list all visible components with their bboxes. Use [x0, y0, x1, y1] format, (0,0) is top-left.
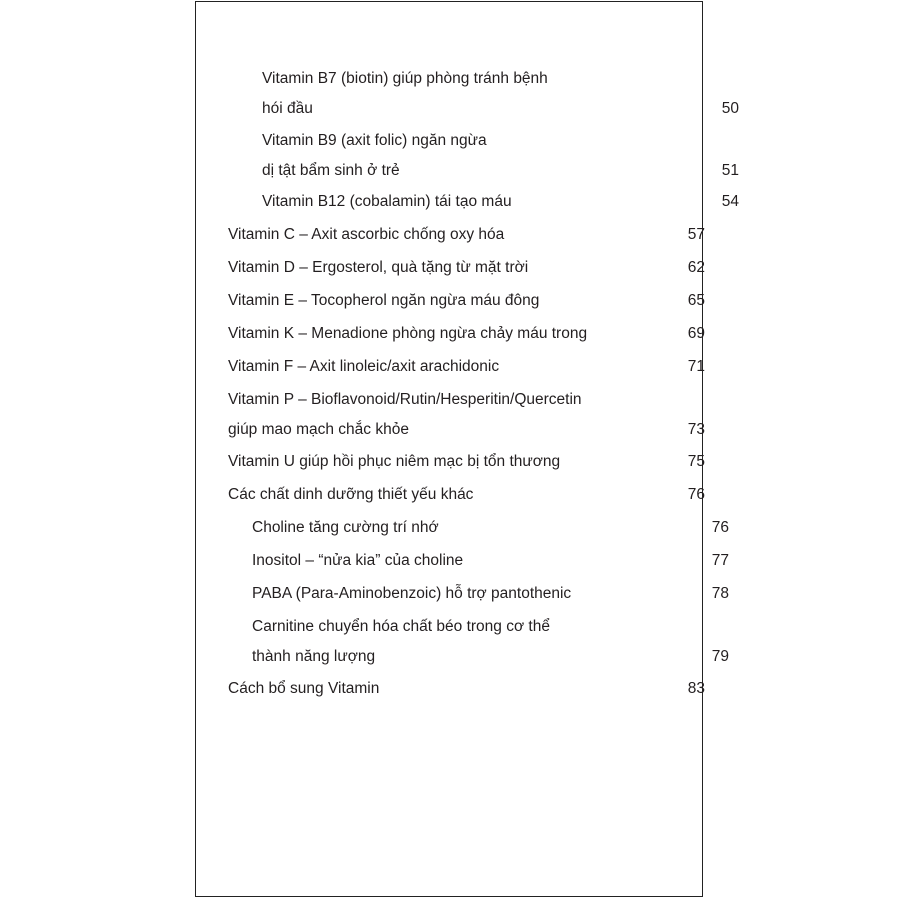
- toc-entry-vitamin-k: [196, 319, 734, 349]
- toc-entry-title-line: Vitamin B12 (cobalamin) tái tạo máu: [262, 193, 512, 210]
- toc-page-number: 76: [711, 519, 729, 536]
- toc-entry-title-line: Carnitine chuyển hóa chất béo trong cơ thể: [252, 618, 550, 635]
- toc-entry-title-line: Vitamin B7 (biotin) giúp phòng tránh bệnh: [262, 70, 548, 87]
- toc-entry-title-line: Vitamin C – Axit ascorbic chống oxy hóa: [228, 226, 505, 243]
- toc-entry-vitamin-f: [196, 352, 734, 382]
- toc-entry-choline: [196, 513, 758, 543]
- toc-page-number: 78: [711, 585, 729, 602]
- toc-page-number: 69: [687, 325, 705, 342]
- toc-entry-title-line: Vitamin P – Bioflavonoid/Rutin/Hesperitin/Quercetin: [228, 391, 582, 408]
- toc-entry-vitamin-b9: [196, 126, 768, 186]
- toc-entry-title-line: hói đầu: [262, 100, 313, 117]
- toc-page-number: 51: [721, 162, 739, 179]
- toc-page-number: 76: [687, 486, 705, 503]
- toc-page-number: 83: [687, 680, 705, 697]
- toc-entry-title-line: PABA (Para-Aminobenzoic) hỗ trợ pantothenic: [252, 585, 572, 602]
- toc-entry-vitamin-p: [196, 385, 734, 445]
- toc-page-number: 65: [687, 292, 705, 309]
- toc-page-number: 71: [687, 358, 705, 375]
- toc-entry-title-line: Vitamin U giúp hồi phục niêm mạc bị tổn thương: [228, 453, 561, 470]
- toc-entry-other-nutrients: [196, 480, 734, 510]
- toc-entry-title-line: Các chất dinh dưỡng thiết yếu khác: [228, 486, 474, 503]
- toc-page-number: 73: [687, 421, 705, 438]
- toc-entry-vitamin-u: [196, 447, 734, 477]
- toc-page-number: 79: [711, 648, 729, 665]
- toc-entry-title-line: Vitamin E – Tocopherol ngăn ngừa máu đông: [228, 292, 540, 309]
- toc-entry-title-line: thành năng lượng: [252, 648, 376, 665]
- book-page: [195, 1, 739, 897]
- toc-entry-title-line: Vitamin D – Ergosterol, quà tặng từ mặt trời: [228, 259, 529, 276]
- toc-entry-title-line: Choline tăng cường trí nhớ: [252, 519, 439, 536]
- toc-entry-vitamin-e: [196, 286, 734, 316]
- toc-entry-carnitine: [196, 612, 758, 672]
- table-of-contents: [196, 2, 739, 896]
- toc-page-number: 75: [687, 453, 705, 470]
- toc-entry-title-line: giúp mao mạch chắc khỏe: [228, 421, 409, 438]
- toc-page-number: 62: [687, 259, 705, 276]
- toc-entry-vitamin-b12: [196, 187, 768, 217]
- toc-entry-title-line: Vitamin F – Axit linoleic/axit arachidonic: [228, 358, 500, 375]
- toc-entry-vitamin-b7: [196, 64, 768, 124]
- toc-entry-vitamin-d: [196, 253, 734, 283]
- toc-entry-vitamin-c: [196, 220, 734, 250]
- toc-entry-vitamin-supplementation: [196, 674, 734, 704]
- toc-entry-title-line: Vitamin K – Menadione phòng ngừa chảy máu trong: [228, 325, 588, 342]
- toc-entry-inositol: [196, 546, 758, 576]
- toc-page-number: 57: [687, 226, 705, 243]
- toc-page-number: 54: [721, 193, 739, 210]
- toc-entry-title-line: Vitamin B9 (axit folic) ngăn ngừa: [262, 132, 487, 149]
- toc-entry-paba: [196, 579, 758, 609]
- toc-entry-title-line: dị tật bẩm sinh ở trẻ: [262, 162, 400, 179]
- toc-entry-title-line: Cách bổ sung Vitamin: [228, 680, 380, 697]
- toc-page-number: 77: [711, 552, 729, 569]
- toc-entry-title-line: Inositol – “nửa kia” của choline: [252, 552, 464, 569]
- toc-page-number: 50: [721, 100, 739, 117]
